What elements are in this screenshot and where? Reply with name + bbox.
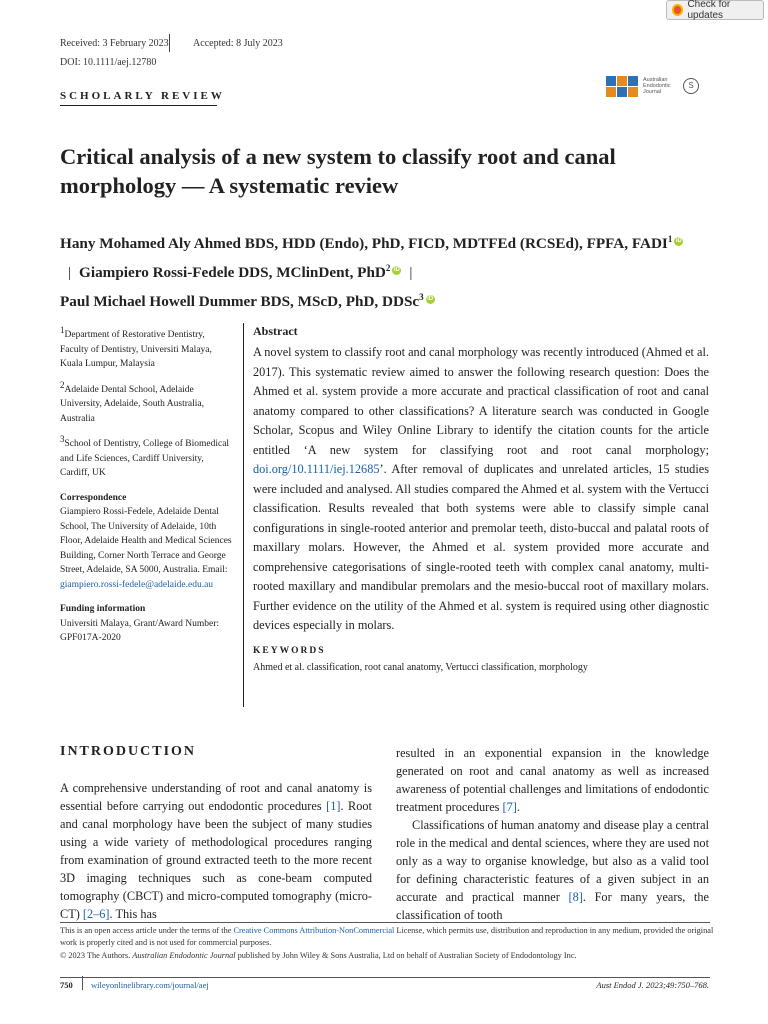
footnote-text: License, which permits use, distribution and reproduction in any medium, provided the original work is properly cited and is not used for commercial purposes.	[60, 926, 714, 948]
intro-paragraph	[396, 744, 709, 816]
keywords-text: Ahmed et al. classification, root canal anatomy, Vertucci classification, morphology	[253, 661, 588, 673]
correspondence-heading: Correspondence	[60, 492, 127, 503]
affiliation-text: Department of Restorative Dentistry, Faculty of Dentistry, Universiti Malaya, Kuala Lumpur, Malaysia	[60, 330, 212, 370]
footnote-text: © 2023 The Authors.	[60, 950, 133, 960]
author-2-affil: 2	[385, 263, 391, 274]
section-label: SCHOLARLY REVIEW	[60, 90, 225, 102]
journal-logo-squares-icon	[606, 76, 638, 97]
intro-text: .	[516, 800, 520, 814]
author-2: Giampiero Rossi-Fedele DDS, MClinDent, PhD	[79, 264, 386, 282]
check-for-updates-button[interactable]	[666, 0, 764, 20]
footer-rule	[60, 977, 710, 978]
license-link[interactable]: Creative Commons Attribution-NonCommercial	[233, 926, 395, 935]
introduction-heading: INTRODUCTION	[60, 744, 197, 759]
abstract-section	[253, 324, 709, 673]
author-1-affil: 1	[667, 234, 673, 244]
section-rule	[60, 105, 217, 106]
journal-emblem-icon: S	[683, 78, 699, 94]
intro-text: Classifications of human anatomy and disease play a central role in the medical and dental sciences, where they are used not only as a way to organise knowledge, but also as a valid tool for defining characteristic features of a given subject in an accurate and practical manner	[396, 818, 709, 904]
abstract-heading: Abstract	[253, 324, 298, 338]
reference-link[interactable]: [8]	[568, 890, 583, 904]
intro-text: . For many years, the classification of tooth	[396, 890, 709, 922]
intro-right-column	[396, 744, 709, 924]
keywords-heading: KEYWORDS	[253, 645, 326, 656]
correspondence-text	[60, 505, 232, 592]
page-number: 750	[60, 980, 73, 990]
affiliation-3	[60, 432, 232, 481]
date-separator	[169, 34, 170, 52]
orcid-icon[interactable]: iD	[675, 238, 682, 244]
affiliation-text: School of Dentistry, College of Biomedical and Life Sciences, Cardiff University, Cardiff, UK	[60, 439, 230, 479]
intro-left-column	[60, 779, 372, 923]
affiliation-number: 2	[60, 379, 65, 390]
doi-link[interactable]: doi.org/10.1111/iej.12685	[253, 462, 380, 476]
footnote-journal: Australian Endodontic Journal	[132, 950, 236, 960]
orcid-icon[interactable]: iD	[393, 267, 400, 274]
reference-link[interactable]: [1]	[326, 799, 341, 813]
email-label: Email:	[202, 565, 228, 576]
doi: DOI: 10.1111/aej.12780	[60, 57, 157, 68]
journal-logo	[606, 74, 710, 98]
dates-line	[60, 38, 283, 49]
accepted-date: Accepted: 8 July 2023	[193, 38, 283, 49]
reference-link[interactable]: [7]	[502, 800, 517, 814]
check-updates-label: Check for updates	[687, 0, 731, 21]
intro-text: resulted in an exponential expansion in the knowledge generated on root and canal anatomy as well as increased awareness of potential challenges and limitations of endodontic treatment procedures	[396, 746, 709, 814]
abstract-text	[253, 343, 709, 636]
abstract-part: ’. After removal of duplicates and unrelated articles, 15 studies were included and analysed. All studies compared the Ahmed et al. system with the Vertucci classification. Results revealed that both systems were able to classify simple canal configurations in single-rooted anterior and premolar teeth, disto-buccal and palatal roots of maxillary molars. However, the Ahmed et al. system provided more accurate and comprehensive categorisations of single-rooted teeth with complex canal anatomy, multi-rooted maxillary and mandibular premolars and the mesio-buccal root of maxillary molars. Further evidence on the utility of the Ahmed et al. system is required using other diagnostic devices especially in molars.	[253, 462, 709, 632]
affiliation-2	[60, 378, 232, 427]
journal-url-link[interactable]: wileyonlinelibrary.com/journal/aej	[91, 980, 209, 990]
author-1: Hany Mohamed Aly Ahmed BDS, HDD (Endo), PhD, FICD, MDTFEd (RCSEd), FPFA, FADI	[60, 235, 668, 253]
affiliation-number: 3	[60, 434, 65, 445]
sidebar-info	[60, 323, 232, 646]
abstract-part: A novel system to classify root and canal morphology was recently introduced (Ahmed et al. 2017). This systematic review aimed to answer the following research question: Does the Ahmed et al. system provide a more accurate and practical classification of root and canal anatomy compared to other classifications? A literature search was conducted in Google Scholar, Scopus and Wiley Online Library to identify the citation counts for the article entitled ‘A new system for classifying root and root canal morphology;	[253, 345, 709, 457]
license-footnote	[60, 925, 720, 962]
affiliation-number: 1	[60, 325, 65, 335]
email-link[interactable]: giampiero.rossi-fedele@adelaide.edu.au	[60, 579, 214, 590]
intro-text: . This has	[109, 907, 157, 921]
footer-citation: Aust Endod J. 2023;49:750–768.	[596, 980, 709, 990]
author-3-affil: 3	[419, 292, 424, 303]
journal-logo-text: Australian Endodontic Journal	[643, 77, 671, 95]
orcid-icon[interactable]: iD	[427, 296, 434, 303]
author-separator: |	[68, 264, 72, 282]
funding-text: Universiti Malaya, Grant/Award Number: GPF017A-2020	[60, 618, 219, 644]
footnote-rule	[60, 922, 710, 923]
funding-heading: Funding information	[60, 604, 146, 615]
affiliation-1	[60, 323, 232, 372]
intro-text: . Root and canal morphology have been the subject of many studies using a wide variety of methodological procedures ranging from examination of ground extracted teeth to the more recent 3D imaging techniques such as cone-beam computed tomography (CBCT) and micro-computed tomography (micro-CT)	[60, 799, 372, 921]
reference-link[interactable]: [2–6]	[82, 907, 110, 921]
author-separator: |	[409, 264, 413, 282]
footer-separator	[82, 976, 83, 990]
column-divider	[243, 323, 244, 707]
footnote-text: published by John Wiley & Sons Australia, Ltd on behalf of Australian Society of Endodontology Inc.	[235, 950, 577, 960]
article-title: Critical analysis of a new system to classify root and canal morphology — A systematic review	[60, 144, 616, 198]
received-date: Received: 3 February 2023	[60, 38, 169, 49]
intro-text: A comprehensive understanding of root and canal anatomy is essential before carrying out endodontic procedures	[60, 781, 372, 813]
correspondence-address: Giampiero Rossi-Fedele, Adelaide Dental School, The University of Adelaide, 10th Floor, Adelaide Health and Medical Sciences Building, Corner North Terrace and George Street, Adelaide, SA 5000, Australia.	[60, 507, 232, 576]
intro-paragraph	[396, 816, 709, 924]
affiliation-text: Adelaide Dental School, Adelaide University, Adelaide, South Australia, Australia	[60, 384, 204, 424]
author-list	[60, 227, 720, 314]
footnote-text: This is an open access article under the terms of the	[60, 926, 234, 935]
check-updates-icon	[672, 4, 683, 16]
author-3: Paul Michael Howell Dummer BDS, MScD, PhD, DDSc	[60, 293, 420, 311]
